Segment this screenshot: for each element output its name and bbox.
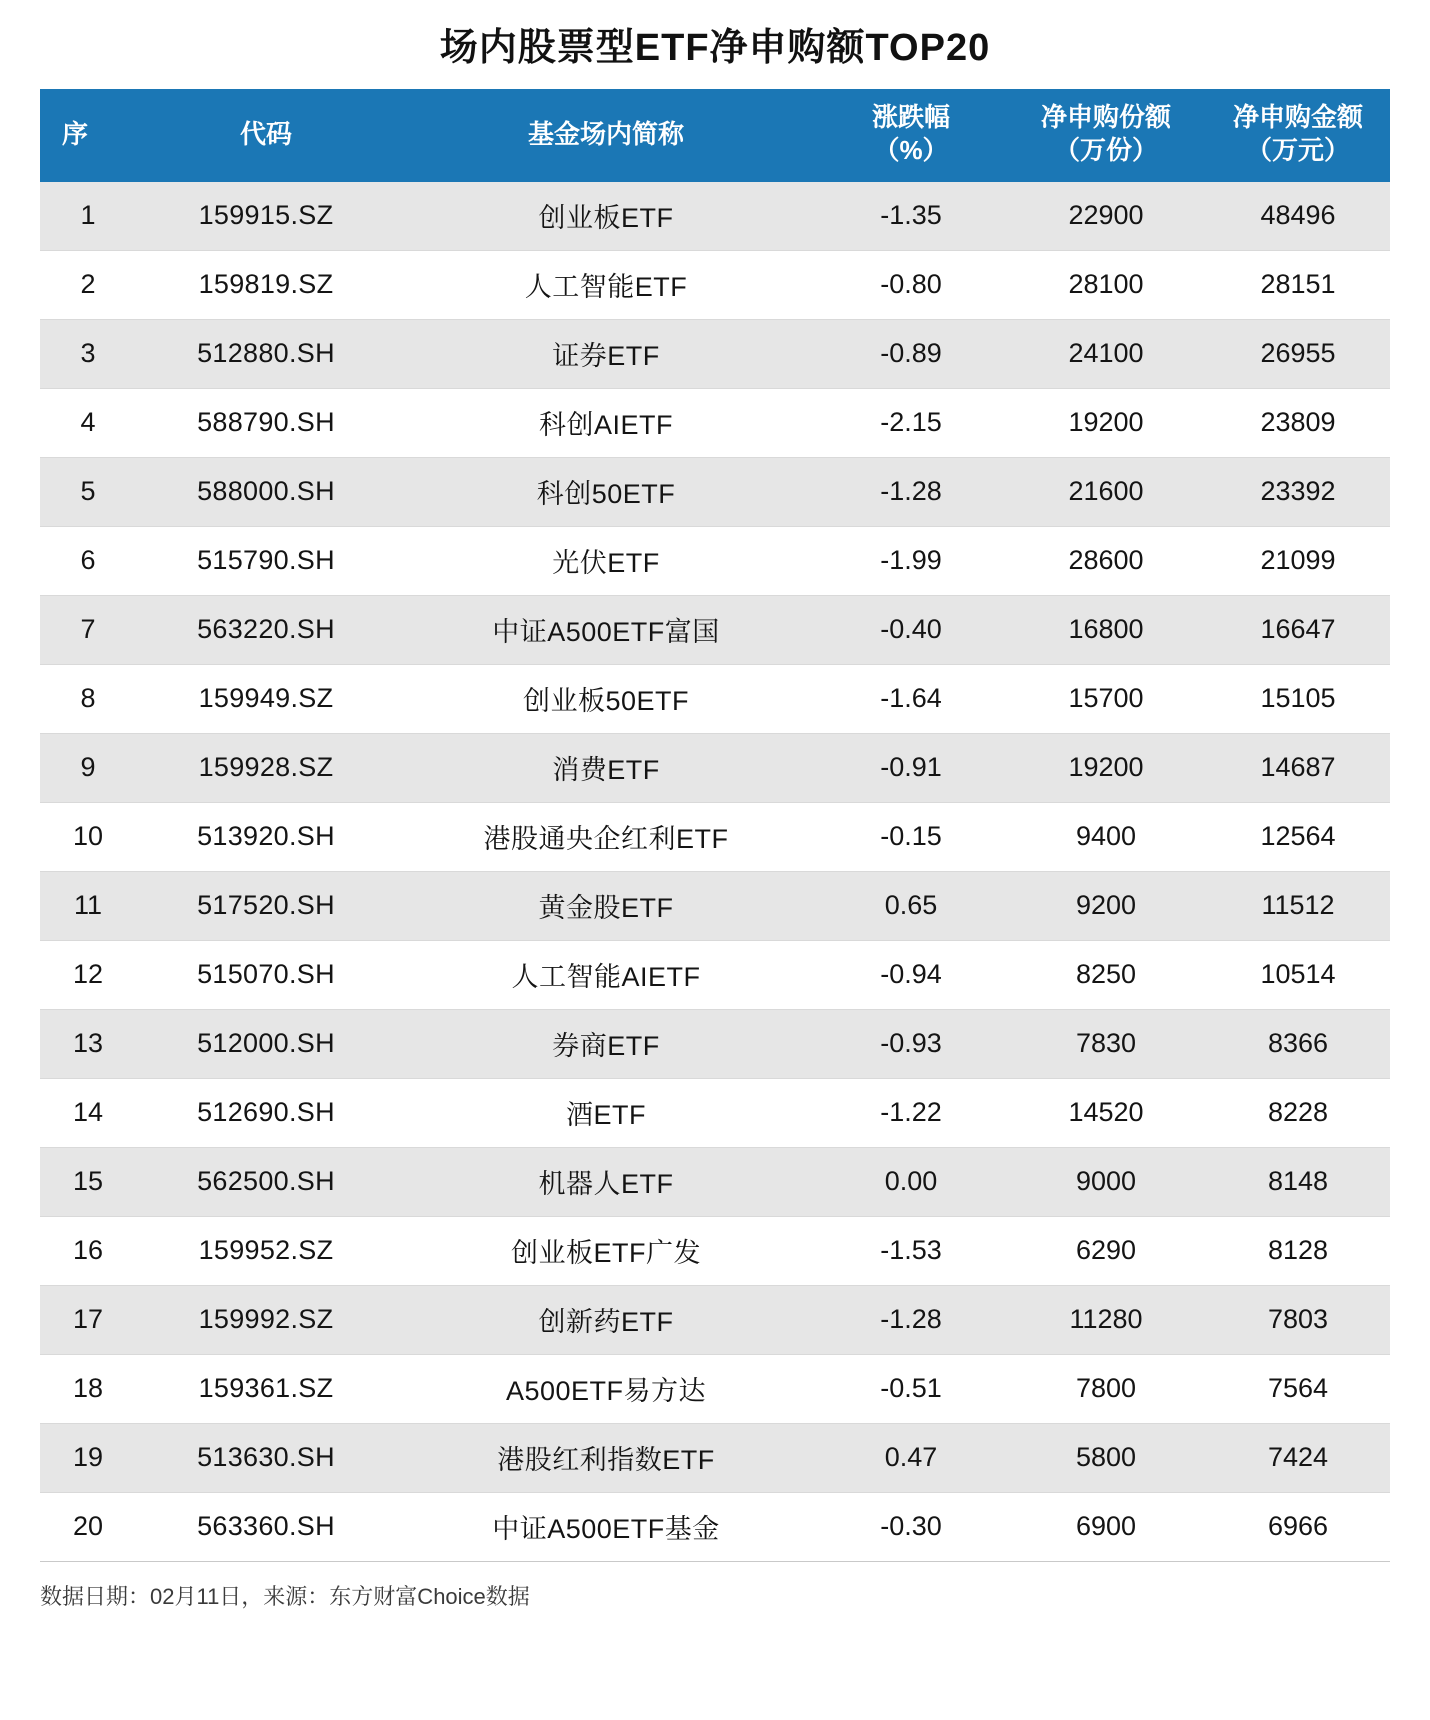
cell-code: 159915.SZ	[136, 182, 396, 251]
table-row	[40, 526, 1390, 595]
column-header-change: 涨跌幅 （%）	[816, 89, 1006, 182]
cell-rank: 10	[40, 802, 136, 871]
cell-change: -0.91	[816, 733, 1006, 802]
cell-amount: 28151	[1206, 250, 1390, 319]
cell-rank: 7	[40, 595, 136, 664]
cell-change: -0.80	[816, 250, 1006, 319]
cell-name: 人工智能AIETF	[396, 940, 816, 1009]
cell-name: 人工智能ETF	[396, 250, 816, 319]
cell-shares: 7830	[1006, 1009, 1206, 1078]
cell-code: 159949.SZ	[136, 664, 396, 733]
cell-change: 0.47	[816, 1423, 1006, 1492]
cell-shares: 28100	[1006, 250, 1206, 319]
cell-amount: 23392	[1206, 457, 1390, 526]
cell-amount: 7803	[1206, 1285, 1390, 1354]
cell-rank: 18	[40, 1354, 136, 1423]
cell-code: 159361.SZ	[136, 1354, 396, 1423]
table-row	[40, 1423, 1390, 1492]
cell-name: 证券ETF	[396, 319, 816, 388]
cell-amount: 10514	[1206, 940, 1390, 1009]
cell-shares: 24100	[1006, 319, 1206, 388]
cell-change: -1.28	[816, 457, 1006, 526]
column-header-shares: 净申购份额 （万份）	[1006, 89, 1206, 182]
column-header-rank: 序	[40, 89, 136, 182]
cell-rank: 19	[40, 1423, 136, 1492]
cell-name: 消费ETF	[396, 733, 816, 802]
cell-change: -0.89	[816, 319, 1006, 388]
table-header-row	[40, 89, 1390, 182]
cell-shares: 9200	[1006, 871, 1206, 940]
cell-name: 光伏ETF	[396, 526, 816, 595]
cell-shares: 6900	[1006, 1492, 1206, 1561]
cell-change: -1.99	[816, 526, 1006, 595]
table-row	[40, 595, 1390, 664]
cell-code: 563220.SH	[136, 595, 396, 664]
cell-change: -1.64	[816, 664, 1006, 733]
table-row	[40, 250, 1390, 319]
cell-rank: 14	[40, 1078, 136, 1147]
cell-amount: 48496	[1206, 182, 1390, 251]
table-row	[40, 1078, 1390, 1147]
cell-change: -0.94	[816, 940, 1006, 1009]
cell-rank: 2	[40, 250, 136, 319]
cell-rank: 5	[40, 457, 136, 526]
cell-rank: 20	[40, 1492, 136, 1561]
data-source-note: 数据日期：02月11日，来源：东方财富Choice数据	[40, 1583, 530, 1609]
cell-code: 159819.SZ	[136, 250, 396, 319]
table-row	[40, 733, 1390, 802]
table-row	[40, 802, 1390, 871]
cell-name: 科创AIETF	[396, 388, 816, 457]
cell-code: 159928.SZ	[136, 733, 396, 802]
cell-code: 563360.SH	[136, 1492, 396, 1561]
cell-shares: 19200	[1006, 733, 1206, 802]
cell-shares: 19200	[1006, 388, 1206, 457]
cell-code: 513630.SH	[136, 1423, 396, 1492]
cell-rank: 17	[40, 1285, 136, 1354]
cell-rank: 8	[40, 664, 136, 733]
cell-code: 159992.SZ	[136, 1285, 396, 1354]
cell-code: 515070.SH	[136, 940, 396, 1009]
cell-amount: 12564	[1206, 802, 1390, 871]
table-row	[40, 388, 1390, 457]
cell-rank: 3	[40, 319, 136, 388]
table-row	[40, 1285, 1390, 1354]
cell-rank: 9	[40, 733, 136, 802]
cell-name: 中证A500ETF富国	[396, 595, 816, 664]
cell-rank: 6	[40, 526, 136, 595]
cell-code: 588000.SH	[136, 457, 396, 526]
cell-name: 港股通央企红利ETF	[396, 802, 816, 871]
cell-shares: 6290	[1006, 1216, 1206, 1285]
cell-change: 0.65	[816, 871, 1006, 940]
cell-code: 512880.SH	[136, 319, 396, 388]
cell-shares: 14520	[1006, 1078, 1206, 1147]
cell-shares: 22900	[1006, 182, 1206, 251]
table-row	[40, 457, 1390, 526]
cell-amount: 21099	[1206, 526, 1390, 595]
cell-name: 酒ETF	[396, 1078, 816, 1147]
cell-name: A500ETF易方达	[396, 1354, 816, 1423]
cell-amount: 26955	[1206, 319, 1390, 388]
cell-name: 科创50ETF	[396, 457, 816, 526]
cell-code: 159952.SZ	[136, 1216, 396, 1285]
cell-change: -0.40	[816, 595, 1006, 664]
cell-change: -1.28	[816, 1285, 1006, 1354]
cell-change: 0.00	[816, 1147, 1006, 1216]
cell-amount: 16647	[1206, 595, 1390, 664]
column-header-code: 代码	[136, 89, 396, 182]
table-row	[40, 182, 1390, 251]
cell-change: -1.53	[816, 1216, 1006, 1285]
cell-code: 512000.SH	[136, 1009, 396, 1078]
cell-change: -0.51	[816, 1354, 1006, 1423]
table-row	[40, 664, 1390, 733]
table-header	[40, 89, 1390, 182]
cell-amount: 7564	[1206, 1354, 1390, 1423]
cell-name: 机器人ETF	[396, 1147, 816, 1216]
cell-rank: 11	[40, 871, 136, 940]
cell-rank: 16	[40, 1216, 136, 1285]
cell-name: 创新药ETF	[396, 1285, 816, 1354]
cell-amount: 23809	[1206, 388, 1390, 457]
cell-code: 515790.SH	[136, 526, 396, 595]
cell-code: 562500.SH	[136, 1147, 396, 1216]
cell-amount: 8148	[1206, 1147, 1390, 1216]
cell-shares: 15700	[1006, 664, 1206, 733]
cell-shares: 16800	[1006, 595, 1206, 664]
cell-shares: 5800	[1006, 1423, 1206, 1492]
cell-shares: 8250	[1006, 940, 1206, 1009]
table-row	[40, 1009, 1390, 1078]
table-row	[40, 319, 1390, 388]
cell-amount: 11512	[1206, 871, 1390, 940]
cell-amount: 6966	[1206, 1492, 1390, 1561]
table-row	[40, 871, 1390, 940]
cell-change: -0.93	[816, 1009, 1006, 1078]
cell-name: 券商ETF	[396, 1009, 816, 1078]
cell-name: 创业板50ETF	[396, 664, 816, 733]
cell-rank: 15	[40, 1147, 136, 1216]
cell-name: 港股红利指数ETF	[396, 1423, 816, 1492]
etf-ranking-table	[40, 89, 1390, 1562]
cell-shares: 21600	[1006, 457, 1206, 526]
table-row	[40, 1354, 1390, 1423]
cell-code: 513920.SH	[136, 802, 396, 871]
cell-change: -1.35	[816, 182, 1006, 251]
cell-change: -0.30	[816, 1492, 1006, 1561]
cell-name: 创业板ETF	[396, 182, 816, 251]
cell-amount: 14687	[1206, 733, 1390, 802]
cell-amount: 8366	[1206, 1009, 1390, 1078]
cell-shares: 11280	[1006, 1285, 1206, 1354]
cell-name: 黄金股ETF	[396, 871, 816, 940]
table-row	[40, 1147, 1390, 1216]
table-row	[40, 940, 1390, 1009]
table-row	[40, 1216, 1390, 1285]
cell-code: 588790.SH	[136, 388, 396, 457]
cell-shares: 9000	[1006, 1147, 1206, 1216]
cell-change: -1.22	[816, 1078, 1006, 1147]
table-body	[40, 182, 1390, 1562]
table-row	[40, 1492, 1390, 1561]
cell-code: 512690.SH	[136, 1078, 396, 1147]
page-title: 场内股票型ETF净申购额TOP20	[439, 27, 991, 69]
cell-name: 创业板ETF广发	[396, 1216, 816, 1285]
cell-rank: 13	[40, 1009, 136, 1078]
cell-amount: 8228	[1206, 1078, 1390, 1147]
cell-amount: 7424	[1206, 1423, 1390, 1492]
cell-shares: 7800	[1006, 1354, 1206, 1423]
cell-amount: 8128	[1206, 1216, 1390, 1285]
cell-change: -0.15	[816, 802, 1006, 871]
cell-rank: 12	[40, 940, 136, 1009]
cell-shares: 28600	[1006, 526, 1206, 595]
cell-name: 中证A500ETF基金	[396, 1492, 816, 1561]
cell-code: 517520.SH	[136, 871, 396, 940]
cell-amount: 15105	[1206, 664, 1390, 733]
cell-rank: 4	[40, 388, 136, 457]
column-header-name: 基金场内简称	[396, 89, 816, 182]
column-header-amount: 净申购金额 （万元）	[1206, 89, 1390, 182]
cell-shares: 9400	[1006, 802, 1206, 871]
cell-rank: 1	[40, 182, 136, 251]
cell-change: -2.15	[816, 388, 1006, 457]
